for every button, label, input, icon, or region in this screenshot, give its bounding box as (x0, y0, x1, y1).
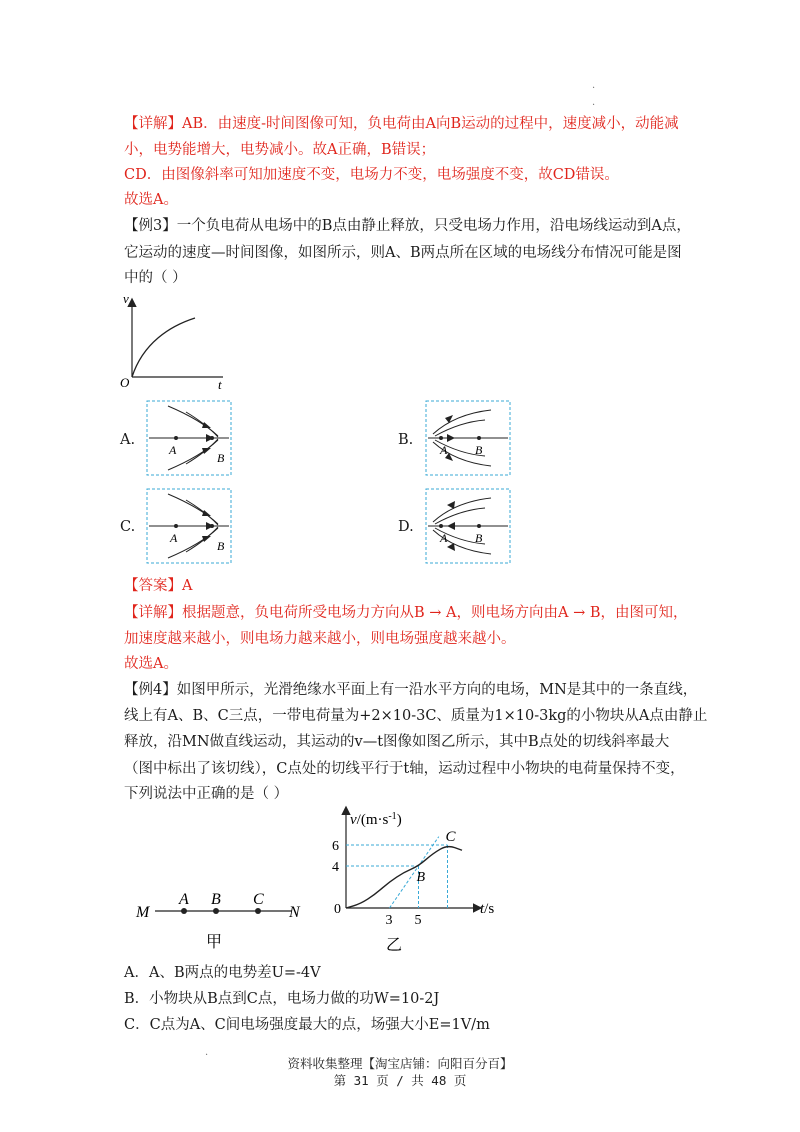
example3-line3: 中的（ ） (124, 270, 187, 286)
label-a: A (169, 443, 177, 457)
point-b (477, 524, 481, 528)
option-b-field[interactable] (425, 400, 511, 476)
field-line (186, 412, 218, 437)
option-b-label[interactable]: B. (398, 432, 414, 448)
detail1-line2: 小，电势能增大，电势减小。故A正确，B错误； (124, 142, 436, 158)
field-line (435, 508, 485, 524)
origin-label: 0 (334, 902, 341, 917)
example4-line5: 下列说法中正确的是（ ） (124, 786, 289, 802)
vt-curve (346, 847, 462, 908)
page-mark: · (592, 83, 596, 94)
y-tick-label: 4 (332, 860, 339, 875)
detail1-choice: 故选A。 (124, 192, 178, 208)
arrowhead (447, 501, 455, 509)
y-axis-label: $v/(m\cdot s^{-1})$ (350, 810, 402, 828)
point-a (174, 436, 178, 440)
example3-detail-line2: 加速度越来越小，则电场力越来越小，则电场强度越来越小。 (124, 631, 516, 647)
page-mark: · (592, 100, 596, 111)
point-b-label: B (416, 870, 426, 885)
field-line (433, 410, 491, 434)
option-c-field[interactable] (146, 488, 232, 564)
field-line (186, 527, 218, 552)
field-line (186, 439, 218, 464)
arrowhead (447, 543, 455, 551)
field-line (168, 406, 218, 436)
example4-line4: （图中标出了该切线），C点处的切线平行于t轴，运动过程中小物块的电荷量保持不变， (124, 761, 685, 777)
label-b: B (211, 891, 221, 908)
point-a (174, 524, 178, 528)
label-a: A (440, 531, 448, 545)
example4-line1: 【例4】如图甲所示，光滑绝缘水平面上有一沿水平方向的电场，MN是其中的一条直线， (124, 682, 698, 698)
example3-detail-line1: 【详解】根据题意，负电荷所受电场力方向从B → A，则电场方向由A → B，由图可知， (124, 605, 688, 621)
arrowhead (445, 415, 453, 423)
caption-jia: 甲 (206, 934, 223, 951)
x-tick-label: 3 (385, 913, 393, 928)
example3-line2: 它运动的速度—时间图像，如图所示，则A、B两点所在区域的电场线分布情况可能是图 (124, 245, 682, 261)
vt-curve (132, 318, 195, 377)
arrowhead (202, 448, 211, 454)
point-b (477, 436, 481, 440)
x-tick-label: 5 (414, 913, 422, 928)
footer-page: 第 31 页 / 共 48 页 (333, 1073, 467, 1088)
tangent-line (390, 837, 439, 908)
label-n: N (289, 904, 300, 921)
t-axis-label: t (218, 377, 222, 392)
v-axis-label: v (123, 291, 129, 306)
example3-choice: 故选A。 (124, 656, 178, 672)
label-b: B (475, 531, 483, 545)
example3-line1: 【例3】一个负电荷从电场中的B点由静止释放，只受电场力作用，沿电场线运动到A点， (124, 218, 691, 234)
example3-answer: 【答案】A (124, 578, 193, 594)
label-b: B (217, 451, 225, 465)
label-a: A (179, 891, 189, 908)
detail1-line3: CD．由图像斜率可知加速度不变，电场力不变，电场强度不变，故CD错误。 (124, 167, 619, 183)
example4-line3: 释放，沿MN做直线运动，其运动的v—t图像如图乙所示，其中B点处的切线斜率最大 (124, 734, 670, 750)
example4-option-a[interactable]: A．A、B两点的电势差U=-4V (124, 965, 321, 981)
example4-line2: 线上有A、B、C三点，一带电荷量为+2×10-3C、质量为1×10-3kg的小物块从A点由静止 (124, 708, 708, 724)
detail1-line1: 【详解】AB．由速度-时间图像可知，负电荷由A向B运动的过程中，速度减小，动能减 (124, 116, 679, 132)
label-b: B (475, 443, 483, 457)
label-m: M (136, 904, 150, 921)
label-c: C (253, 891, 264, 908)
arrowhead (447, 522, 455, 530)
caption-yi: 乙 (386, 937, 403, 954)
y-tick-label: 6 (332, 839, 339, 854)
point-a (439, 524, 443, 528)
option-d-label[interactable]: D. (398, 519, 414, 535)
point-a (181, 908, 187, 914)
example4-option-b[interactable]: B．小物块从B点到C点，电场力做的功W=10-2J (124, 991, 440, 1007)
arrowhead (202, 510, 211, 516)
point-c-label: C (445, 829, 456, 845)
arrowhead (202, 536, 211, 542)
example4-option-c[interactable]: C．C点为A、C间电场强度最大的点，场强大小E=1V/m (124, 1017, 490, 1033)
label-a: A (440, 443, 448, 457)
field-line (186, 500, 218, 525)
x-axis-label: t/s (480, 901, 495, 917)
point-b (213, 908, 219, 914)
point-a (439, 436, 443, 440)
field-line (168, 494, 218, 524)
footer-source: 资料收集整理【淘宝店铺：向阳百分百】 (287, 1056, 513, 1071)
page-mark: · (205, 1050, 209, 1061)
point-c (255, 908, 261, 914)
field-line (435, 420, 485, 436)
arrowhead (202, 422, 211, 428)
option-c-label[interactable]: C. (120, 519, 136, 535)
option-a-field[interactable] (146, 400, 232, 476)
label-a: A (170, 531, 178, 545)
origin-label: O (120, 375, 130, 390)
point-b (210, 436, 214, 440)
vt-graph (115, 288, 235, 393)
figure-jia (130, 885, 315, 955)
figure-yi (320, 800, 520, 960)
option-a-label[interactable]: A. (120, 432, 136, 448)
arrowhead (447, 434, 455, 442)
option-d-field[interactable] (425, 488, 511, 564)
field-line (433, 498, 491, 522)
point-b (210, 524, 214, 528)
label-b: B (217, 539, 225, 553)
